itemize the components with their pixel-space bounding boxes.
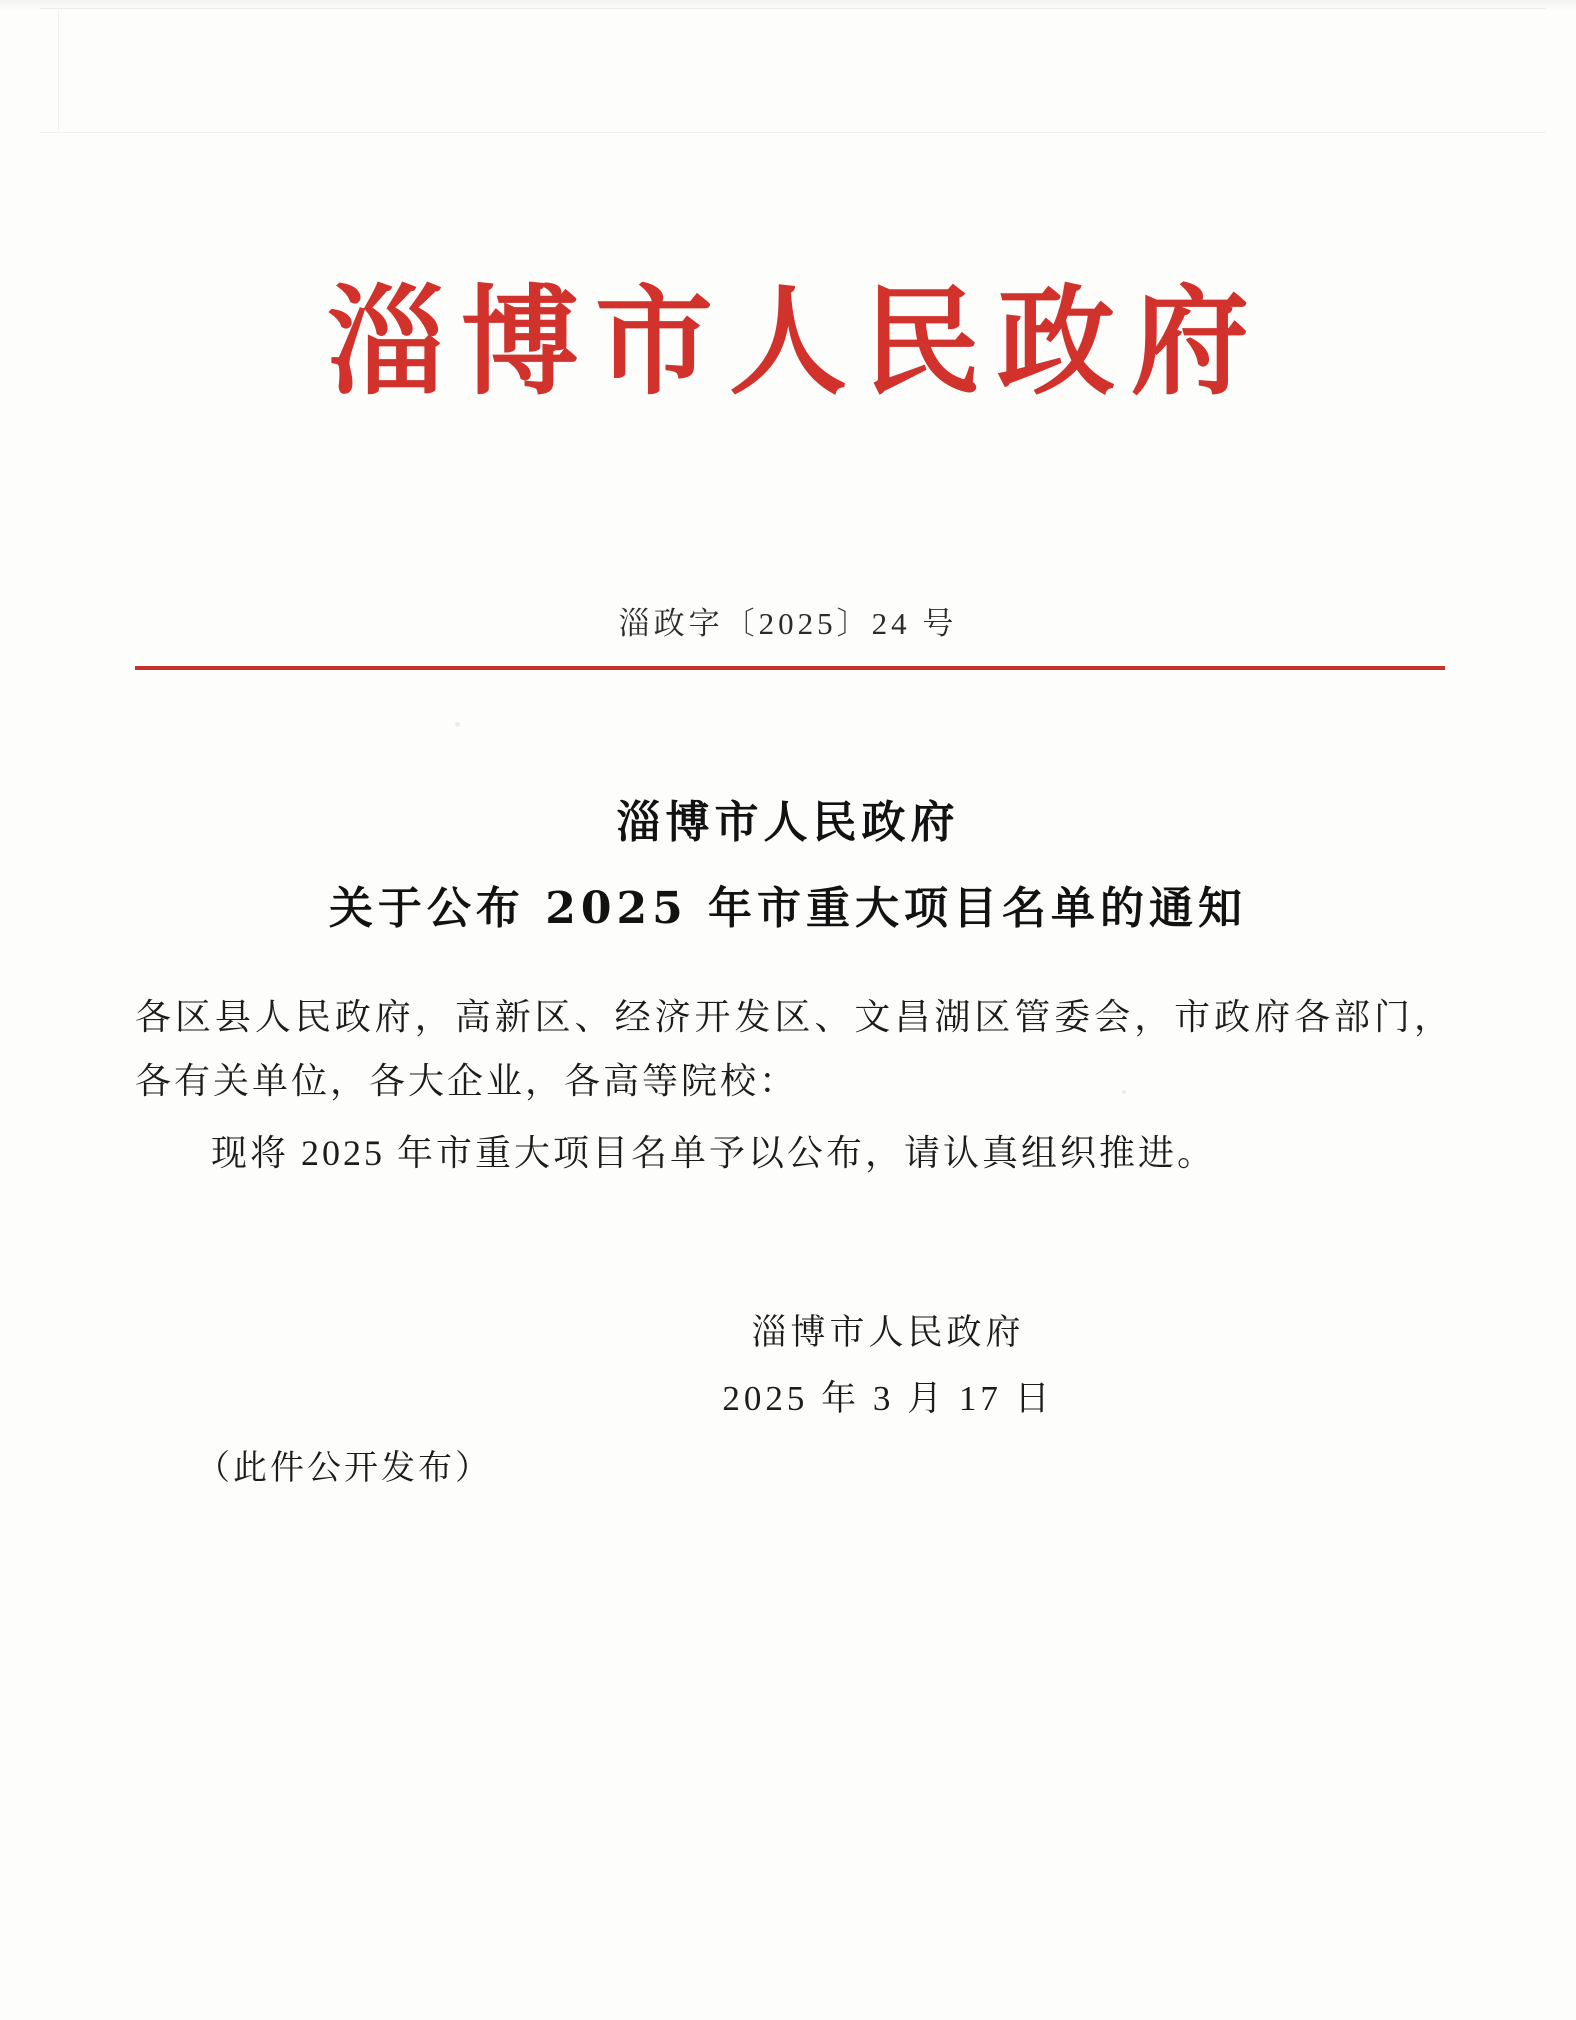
red-separator-rule <box>135 666 1445 670</box>
document-body <box>135 985 1453 1193</box>
title-line-subject: 关于公布 2025 年市重大项目名单的通知 <box>328 883 1248 934</box>
title-line-issuer: 淄博市人民政府 <box>616 797 960 848</box>
paper-speck <box>455 722 460 727</box>
body-paragraph-notice: 现将 2025 年市重大项目名单予以公布，请认真组织推进。 <box>211 1133 1217 1173</box>
masthead <box>0 268 1576 416</box>
signature-block <box>0 1300 1576 1432</box>
body-paragraph-addressees: 各区县人民政府，高新区、经济开发区、文昌湖区管委会，市政府各部门，各有关单位，各大企业，各高等院校： <box>135 997 1453 1101</box>
scan-line-artifact <box>40 132 1546 133</box>
paper-speck <box>1122 1090 1126 1094</box>
document-title <box>0 780 1576 952</box>
document-number: 淄政字〔2025〕24 号 <box>618 606 958 641</box>
scan-margin-artifact <box>58 10 59 130</box>
signature-date: 2025 年 3 月 17 日 <box>722 1379 1054 1418</box>
masthead-title: 淄博市人民政府 <box>326 272 1265 411</box>
public-release-note: （此件公开发布） <box>196 1450 492 1487</box>
scan-line-artifact <box>40 8 1546 9</box>
signature-organization: 淄博市人民政府 <box>751 1313 1025 1352</box>
scan-edge-artifact <box>0 0 1576 12</box>
